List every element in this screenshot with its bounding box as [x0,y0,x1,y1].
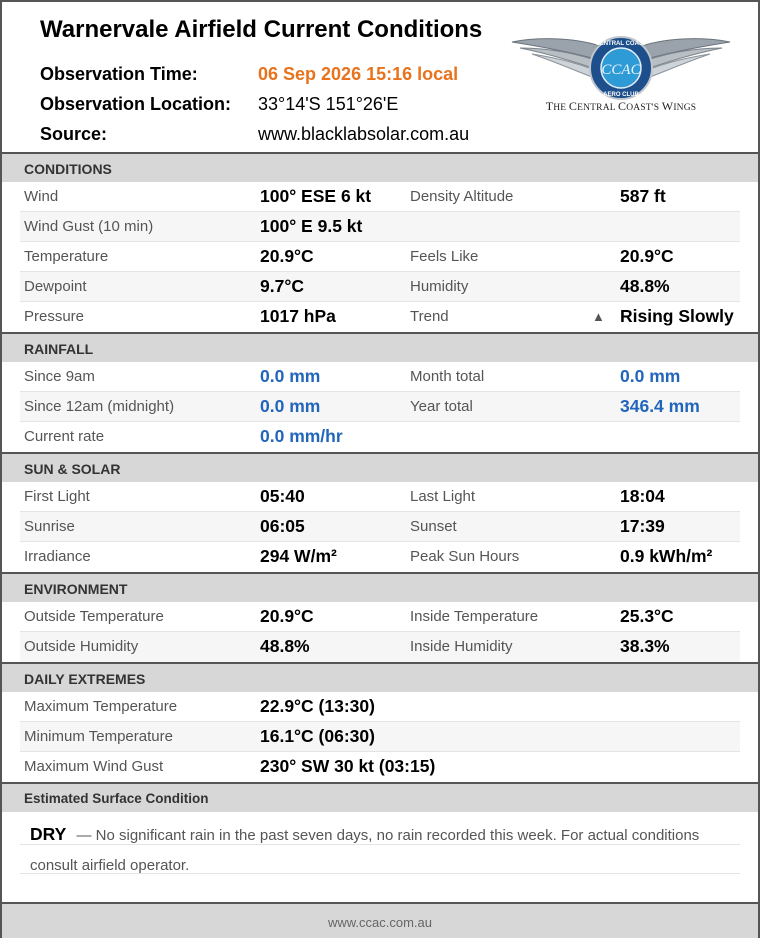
wind-value: 100° ESE 6 kt [260,186,372,206]
inside-humidity-label: Inside Humidity [410,638,513,655]
since-9am-value: 0.0 mm [260,366,321,386]
density-altitude-value: 587 ft [620,186,666,206]
source-label: Source: [40,124,108,144]
table-row [20,362,740,392]
dewpoint-value: 9.7°C [260,276,304,296]
irradiance-label: Irradiance [24,548,91,565]
observation-location-value: 33°14'S 151°26'E [258,94,399,114]
logo-badge-text: CCAC [601,62,641,78]
table-row [20,182,740,212]
inside-humidity-value: 38.3% [620,636,670,656]
section-heading-conditions: CONDITIONS [2,152,758,182]
wind-label: Wind [24,188,59,205]
trend-up-arrow-icon: ▲ [592,309,605,324]
humidity-value: 48.8% [620,276,670,296]
minimum-temperature-value: 16.1°C (06:30) [260,726,375,746]
table-row [20,512,740,542]
footer [2,902,758,938]
last-light-label: Last Light [410,488,476,505]
logo-badge-bottom-text: AERO CLUB [603,92,639,98]
table-row [20,692,740,722]
temperature-value: 20.9°C [260,246,314,266]
since-midnight-label: Since 12am (midnight) [24,398,175,415]
since-midnight-value: 0.0 mm [260,396,321,416]
table-row [20,392,740,422]
source-link[interactable]: www.blacklabsolar.com.au [258,124,470,144]
logo-caption: THE CENTRAL COAST'S WINGS [545,99,697,113]
last-light-value: 18:04 [620,486,665,506]
inside-temperature-value: 25.3°C [620,606,674,626]
pressure-label: Pressure [24,308,85,325]
table-row [20,422,740,452]
peak-sun-hours-value: 0.9 kWh/m² [620,546,713,566]
surface-description: — No significant rain in the past seven days, no rain recorded this week. For actual conditions consult airfield operator. [30,827,700,874]
table-row [20,212,740,242]
observation-location-label: Observation Location: [40,94,232,114]
year-total-label: Year total [410,398,473,415]
trend-label: Trend [410,308,449,325]
sunset-label: Sunset [410,518,457,535]
feels-like-value: 20.9°C [620,246,674,266]
inside-temperature-label: Inside Temperature [410,608,539,625]
density-altitude-label: Density Altitude [410,188,514,205]
wind-gust-label: Wind Gust (10 min) [24,218,154,235]
first-light-value: 05:40 [260,486,305,506]
sunset-value: 17:39 [620,516,665,536]
section-heading-daily-extremes: DAILY EXTREMES [2,662,758,692]
table-row [20,482,740,512]
humidity-label: Humidity [410,278,469,295]
table-row [20,752,740,782]
pressure-value: 1017 hPa [260,306,336,326]
table-row [20,542,740,572]
section-heading-rainfall: RAINFALL [2,332,758,362]
temperature-label: Temperature [24,248,109,265]
first-light-label: First Light [24,488,90,505]
table-row [20,722,740,752]
observation-time-label: Observation Time: [40,64,198,84]
surface-condition-text [30,819,730,881]
peak-sun-hours-label: Peak Sun Hours [410,548,520,565]
since-9am-label: Since 9am [24,368,95,385]
section-heading-sun-solar: SUN & SOLAR [2,452,758,482]
month-total-label: Month total [410,368,485,385]
page-title: Warnervale Airfield Current Conditions [40,16,483,43]
sunrise-label: Sunrise [24,518,75,535]
table-row [20,632,740,662]
surface-status: DRY [30,824,67,844]
sunrise-value: 06:05 [260,516,305,536]
month-total-value: 0.0 mm [620,366,681,386]
surface-condition-panel [20,814,740,874]
minimum-temperature-label: Minimum Temperature [24,728,173,745]
current-rate-label: Current rate [24,428,105,445]
logo-badge-top-text: CENTRAL COAST [595,41,647,47]
year-total-value: 346.4 mm [620,396,700,416]
observation-time-value: 06 Sep 2026 15:16 local [258,64,459,84]
table-row [20,302,740,332]
table-row [20,272,740,302]
wind-gust-value: 100° E 9.5 kt [260,216,363,236]
maximum-wind-gust-value: 230° SW 30 kt (03:15) [260,756,436,776]
feels-like-label: Feels Like [410,248,479,265]
irradiance-value: 294 W/m² [260,546,337,566]
outside-humidity-value: 48.8% [260,636,310,656]
outside-humidity-label: Outside Humidity [24,638,139,655]
outside-temperature-label: Outside Temperature [24,608,164,625]
section-heading-environment: ENVIRONMENT [2,572,758,602]
maximum-temperature-label: Maximum Temperature [24,698,178,715]
footer-link[interactable]: www.ccac.com.au [327,915,433,930]
current-rate-value: 0.0 mm/hr [260,426,343,446]
page-header [2,2,758,152]
maximum-temperature-value: 22.9°C (13:30) [260,696,375,716]
trend-value: Rising Slowly [620,306,734,326]
maximum-wind-gust-label: Maximum Wind Gust [24,758,164,775]
table-row [20,242,740,272]
outside-temperature-value: 20.9°C [260,606,314,626]
table-row [20,602,740,632]
section-heading-surface-condition: Estimated Surface Condition [2,782,758,812]
dewpoint-label: Dewpoint [24,278,87,295]
